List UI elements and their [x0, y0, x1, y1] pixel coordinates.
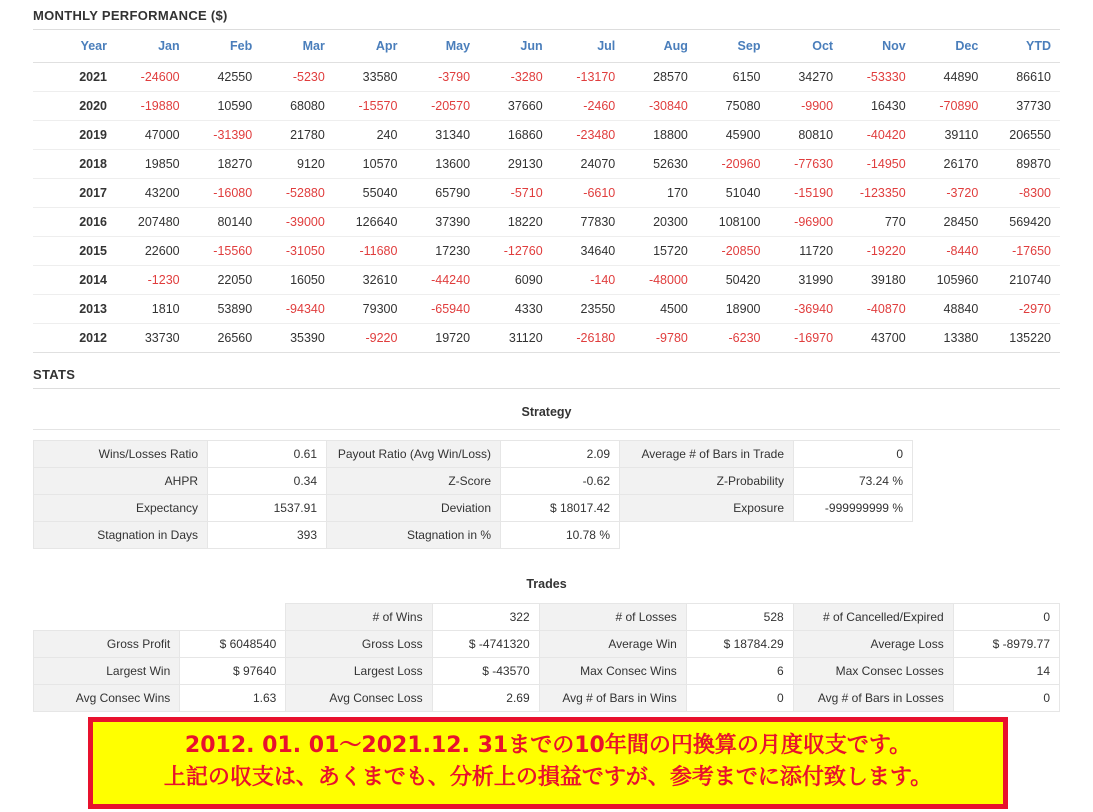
row-year: 2012 [33, 324, 116, 353]
month-value: 207480 [116, 208, 189, 237]
month-value: 37730 [987, 92, 1060, 121]
monthly-performance-table [33, 30, 1060, 353]
month-value: 10570 [334, 150, 407, 179]
column-header-ytd: YTD [987, 30, 1060, 63]
stats-value: $ 97640 [180, 658, 286, 685]
month-value: -26180 [552, 324, 625, 353]
month-value: 50420 [697, 266, 770, 295]
column-header-aug: Aug [624, 30, 697, 63]
stats-label: Z-Score [327, 468, 501, 495]
month-value: -23480 [552, 121, 625, 150]
month-value: 79300 [334, 295, 407, 324]
month-value: -20960 [697, 150, 770, 179]
month-value: -6610 [552, 179, 625, 208]
month-value: 26170 [915, 150, 988, 179]
stats-value: $ -43570 [432, 658, 539, 685]
month-value: -3720 [915, 179, 988, 208]
stats-value: 0 [953, 685, 1059, 712]
stats-value: 6 [686, 658, 793, 685]
month-value: 32610 [334, 266, 407, 295]
month-value: -52880 [261, 179, 334, 208]
month-value: 86610 [987, 63, 1060, 92]
table-row [33, 179, 1060, 208]
trades-heading: Trades [526, 577, 567, 591]
column-header-jun: Jun [479, 30, 552, 63]
month-value: -94340 [261, 295, 334, 324]
month-value: 39180 [842, 266, 915, 295]
stats-value: 14 [953, 658, 1059, 685]
month-value: -15190 [769, 179, 842, 208]
month-value: 47000 [116, 121, 189, 150]
month-value: -77630 [769, 150, 842, 179]
month-value: 21780 [261, 121, 334, 150]
month-value: -1230 [116, 266, 189, 295]
month-value: 26560 [189, 324, 262, 353]
column-header-mar: Mar [261, 30, 334, 63]
month-value: 18220 [479, 208, 552, 237]
month-value: -24600 [116, 63, 189, 92]
month-value: 37390 [406, 208, 479, 237]
month-value: 31340 [406, 121, 479, 150]
stats-value: 1537.91 [208, 495, 327, 522]
column-header-feb: Feb [189, 30, 262, 63]
table-row [33, 237, 1060, 266]
stats-value: 393 [208, 522, 327, 549]
stats-label: Stagnation in % [327, 522, 501, 549]
stats-value: 0 [953, 604, 1059, 631]
stats-label: Max Consec Wins [539, 658, 686, 685]
stats-label: AHPR [34, 468, 208, 495]
month-value: 31990 [769, 266, 842, 295]
table-row [33, 92, 1060, 121]
stats-label: Gross Loss [286, 631, 432, 658]
stats-empty-cell [620, 522, 794, 549]
month-value: 33730 [116, 324, 189, 353]
month-value: 13600 [406, 150, 479, 179]
month-value: 6150 [697, 63, 770, 92]
row-year: 2014 [33, 266, 116, 295]
month-value: -70890 [915, 92, 988, 121]
row-year: 2019 [33, 121, 116, 150]
month-value: 770 [842, 208, 915, 237]
month-value: 65790 [406, 179, 479, 208]
column-header-jul: Jul [552, 30, 625, 63]
column-header-dec: Dec [915, 30, 988, 63]
stats-empty-cell [794, 522, 913, 549]
stats-value: 1.63 [180, 685, 286, 712]
monthly-performance-title: MONTHLY PERFORMANCE ($) [33, 0, 1060, 30]
month-value: -5230 [261, 63, 334, 92]
table-row [33, 121, 1060, 150]
month-value: 4330 [479, 295, 552, 324]
month-value: -40420 [842, 121, 915, 150]
stats-label: Z-Probability [620, 468, 794, 495]
month-value: 11720 [769, 237, 842, 266]
stats-label: Expectancy [34, 495, 208, 522]
stats-title: STATS [33, 353, 1060, 389]
month-value: 55040 [334, 179, 407, 208]
month-value: -30840 [624, 92, 697, 121]
stats-row [34, 441, 913, 468]
month-value: -9900 [769, 92, 842, 121]
stats-label: Gross Profit [34, 631, 180, 658]
table-row [33, 295, 1060, 324]
column-header-apr: Apr [334, 30, 407, 63]
month-value: -11680 [334, 237, 407, 266]
month-value: -16080 [189, 179, 262, 208]
stats-label: # of Losses [539, 604, 686, 631]
month-value: 29130 [479, 150, 552, 179]
stats-value: 0 [794, 441, 913, 468]
stats-label: # of Cancelled/Expired [793, 604, 953, 631]
month-value: -16970 [769, 324, 842, 353]
month-value: 18900 [697, 295, 770, 324]
month-value: -140 [552, 266, 625, 295]
stats-value: -0.62 [501, 468, 620, 495]
stats-value: 0 [686, 685, 793, 712]
stats-value: 0.61 [208, 441, 327, 468]
table-row [33, 324, 1060, 353]
month-value: -9780 [624, 324, 697, 353]
month-value: -20850 [697, 237, 770, 266]
month-value: 19850 [116, 150, 189, 179]
stats-row [34, 468, 913, 495]
month-value: 16860 [479, 121, 552, 150]
strategy-heading: Strategy [33, 399, 1060, 430]
table-row [33, 150, 1060, 179]
stats-value: 0.34 [208, 468, 327, 495]
stats-label: Payout Ratio (Avg Win/Loss) [327, 441, 501, 468]
month-value: -40870 [842, 295, 915, 324]
month-value: 15720 [624, 237, 697, 266]
stats-value: $ 6048540 [180, 631, 286, 658]
stats-row [34, 685, 1060, 712]
month-value: -96900 [769, 208, 842, 237]
month-value: 51040 [697, 179, 770, 208]
month-value: 35390 [261, 324, 334, 353]
trades-stats-block [33, 571, 1060, 712]
month-value: -15570 [334, 92, 407, 121]
month-value: 23550 [552, 295, 625, 324]
month-value: 240 [334, 121, 407, 150]
stats-value: $ -8979.77 [953, 631, 1059, 658]
stats-row [34, 604, 1060, 631]
stats-label: Largest Win [34, 658, 180, 685]
notice-line-1: 2012. 01. 01〜2021.12. 31までの10年間の円換算の月度収支です。 [184, 733, 912, 758]
month-value: -14950 [842, 150, 915, 179]
month-value: 22050 [189, 266, 262, 295]
stats-value: 528 [686, 604, 793, 631]
month-value: -3790 [406, 63, 479, 92]
month-value: -12760 [479, 237, 552, 266]
stats-row [34, 495, 913, 522]
row-year: 2016 [33, 208, 116, 237]
stats-empty-cell [180, 604, 286, 631]
month-value: 6090 [479, 266, 552, 295]
month-value: 4500 [624, 295, 697, 324]
month-value: 10590 [189, 92, 262, 121]
stats-label: Average Win [539, 631, 686, 658]
month-value: 1810 [116, 295, 189, 324]
month-value: -123350 [842, 179, 915, 208]
stats-row [34, 631, 1060, 658]
month-value: 135220 [987, 324, 1060, 353]
month-value: 33580 [334, 63, 407, 92]
table-row [33, 63, 1060, 92]
month-value: -19220 [842, 237, 915, 266]
month-value: 105960 [915, 266, 988, 295]
month-value: -13170 [552, 63, 625, 92]
month-value: -15560 [189, 237, 262, 266]
stats-row [34, 658, 1060, 685]
month-value: -36940 [769, 295, 842, 324]
month-value: 48840 [915, 295, 988, 324]
stats-value: 10.78 % [501, 522, 620, 549]
month-value: -65940 [406, 295, 479, 324]
month-value: 52630 [624, 150, 697, 179]
month-value: -8300 [987, 179, 1060, 208]
column-header-may: May [406, 30, 479, 63]
month-value: 18800 [624, 121, 697, 150]
month-value: 53890 [189, 295, 262, 324]
month-value: 13380 [915, 324, 988, 353]
column-header-year: Year [33, 30, 116, 63]
month-value: 43200 [116, 179, 189, 208]
month-value: 80810 [769, 121, 842, 150]
month-value: 210740 [987, 266, 1060, 295]
month-value: -20570 [406, 92, 479, 121]
month-value: -2460 [552, 92, 625, 121]
stats-empty-cell [34, 604, 180, 631]
month-value: -9220 [334, 324, 407, 353]
month-value: -5710 [479, 179, 552, 208]
month-value: 9120 [261, 150, 334, 179]
strategy-stats-table [33, 440, 913, 549]
month-value: 24070 [552, 150, 625, 179]
month-value: 18270 [189, 150, 262, 179]
stats-label: Avg # of Bars in Wins [539, 685, 686, 712]
row-year: 2018 [33, 150, 116, 179]
stats-label: Avg # of Bars in Losses [793, 685, 953, 712]
month-value: 20300 [624, 208, 697, 237]
stats-label: Wins/Losses Ratio [34, 441, 208, 468]
month-value: 126640 [334, 208, 407, 237]
table-row [33, 266, 1060, 295]
stats-value: $ 18017.42 [501, 495, 620, 522]
month-value: -2970 [987, 295, 1060, 324]
notice-banner [88, 717, 1008, 809]
stats-label: Avg Consec Wins [34, 685, 180, 712]
stats-label: Avg Consec Loss [286, 685, 432, 712]
month-value: 43700 [842, 324, 915, 353]
column-header-nov: Nov [842, 30, 915, 63]
column-header-sep: Sep [697, 30, 770, 63]
column-header-jan: Jan [116, 30, 189, 63]
stats-label: Stagnation in Days [34, 522, 208, 549]
stats-label: Average Loss [793, 631, 953, 658]
stats-value: 322 [432, 604, 539, 631]
month-value: 75080 [697, 92, 770, 121]
row-year: 2013 [33, 295, 116, 324]
month-value: 28570 [624, 63, 697, 92]
trades-stats-table [33, 603, 1060, 712]
month-value: 569420 [987, 208, 1060, 237]
month-value: 44890 [915, 63, 988, 92]
stats-value: 2.09 [501, 441, 620, 468]
month-value: 34640 [552, 237, 625, 266]
row-year: 2021 [33, 63, 116, 92]
month-value: -48000 [624, 266, 697, 295]
stats-row [34, 522, 913, 549]
month-value: -53330 [842, 63, 915, 92]
month-value: 39110 [915, 121, 988, 150]
month-value: -3280 [479, 63, 552, 92]
month-value: -39000 [261, 208, 334, 237]
month-value: 206550 [987, 121, 1060, 150]
month-value: 16430 [842, 92, 915, 121]
stats-value: 2.69 [432, 685, 539, 712]
notice-line-2: 上記の収支は、あくまでも、分析上の損益ですが、参考までに添付致します。 [163, 765, 933, 790]
month-value: -6230 [697, 324, 770, 353]
month-value: 89870 [987, 150, 1060, 179]
row-year: 2020 [33, 92, 116, 121]
stats-value: $ 18784.29 [686, 631, 793, 658]
month-value: 170 [624, 179, 697, 208]
month-value: 68080 [261, 92, 334, 121]
table-row [33, 208, 1060, 237]
month-value: -19880 [116, 92, 189, 121]
stats-label: Average # of Bars in Trade [620, 441, 794, 468]
stats-label: Exposure [620, 495, 794, 522]
table-header-row [33, 30, 1060, 63]
stats-label: Largest Loss [286, 658, 432, 685]
stats-value: -999999999 % [794, 495, 913, 522]
month-value: -17650 [987, 237, 1060, 266]
month-value: 37660 [479, 92, 552, 121]
month-value: -8440 [915, 237, 988, 266]
stats-label: # of Wins [286, 604, 432, 631]
month-value: 42550 [189, 63, 262, 92]
column-header-oct: Oct [769, 30, 842, 63]
month-value: 16050 [261, 266, 334, 295]
month-value: 108100 [697, 208, 770, 237]
stats-value: 73.24 % [794, 468, 913, 495]
month-value: 77830 [552, 208, 625, 237]
stats-label: Deviation [327, 495, 501, 522]
month-value: -31050 [261, 237, 334, 266]
month-value: 22600 [116, 237, 189, 266]
stats-value: $ -4741320 [432, 631, 539, 658]
month-value: 45900 [697, 121, 770, 150]
month-value: 28450 [915, 208, 988, 237]
month-value: 80140 [189, 208, 262, 237]
month-value: 31120 [479, 324, 552, 353]
strategy-stats-block [33, 399, 1060, 549]
month-value: -31390 [189, 121, 262, 150]
row-year: 2017 [33, 179, 116, 208]
row-year: 2015 [33, 237, 116, 266]
month-value: 17230 [406, 237, 479, 266]
month-value: 19720 [406, 324, 479, 353]
stats-label: Max Consec Losses [793, 658, 953, 685]
month-value: -44240 [406, 266, 479, 295]
month-value: 34270 [769, 63, 842, 92]
